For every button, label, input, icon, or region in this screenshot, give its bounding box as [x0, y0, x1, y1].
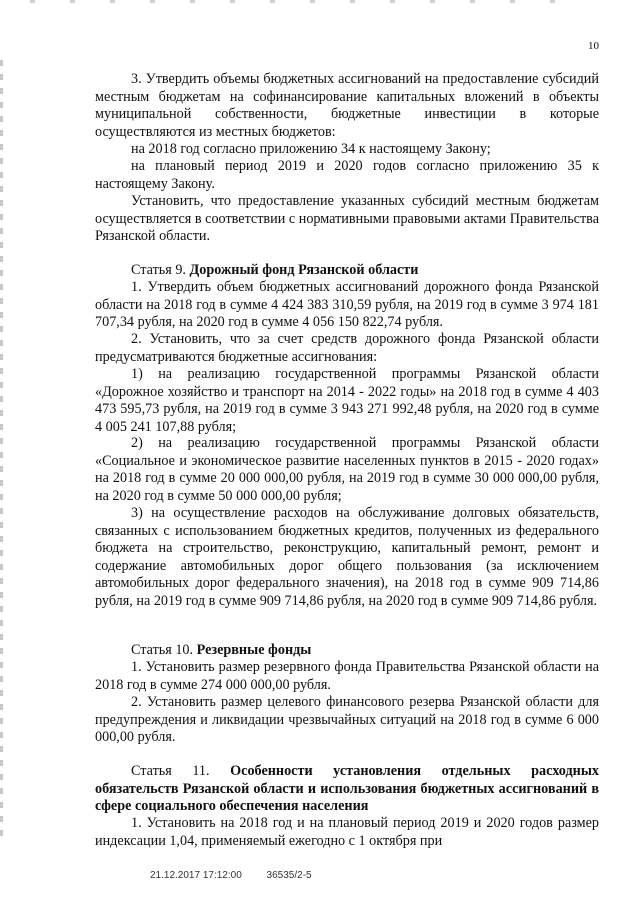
- scan-edge-top: [30, 0, 590, 3]
- article-9-subitem-2: 2) на реализацию государственной программы Рязанской области «Социальное и экономическое развитие населенных пунктов в 2015 - 2020 годах» на 2018 год в сумме 20 000 000,00 рубля, на 2019 год в сумме 30 000 000,00 рубля, на 2020 год в сумме 50 000 000,00 рубля;: [95, 435, 599, 504]
- article-11-prefix: Статья 11.: [131, 763, 231, 779]
- footer-timestamp: 21.12.2017 17:12:00: [150, 870, 242, 881]
- article-9-item-2: 2. Установить, что за счет средств дорожного фонда Рязанской области предусматриваются бюджетные ассигнования:: [95, 331, 599, 365]
- article-9-subitem-3: 3) на осуществление расходов на обслуживание долговых обязательств, связанных с использованием бюджетных кредитов, полученных из федерального бюджета на строительство, реконструкцию, капитальный ремонт, ремонт и содержание автомобильных дорог общего пользования (за исключением автомобильных дорог федерального значения), на 2018 год в сумме 909 714,86 рубля, на 2019 год в сумме 909 714,86 рубля, на 2020 год в сумме 909 714,86 рубля.: [95, 505, 599, 609]
- page-number: 10: [588, 40, 599, 52]
- article-10-title: Резервные фонды: [196, 642, 312, 658]
- article-9-heading: [95, 262, 599, 280]
- paragraph-subsidies: 3. Утвердить объемы бюджетных ассигнований на предоставление субсидий местным бюджетам на софинансирование капитальных вложений в объекты муниципальной собственности, бюджетные инвестиции в которые осуществляются из местных бюджетов:: [95, 71, 599, 140]
- article-9-item-1: 1. Утвердить объем бюджетных ассигнований дорожного фонда Рязанской области на 2018 год в сумме 4 424 383 310,59 рубля, на 2019 год в сумме 3 974 181 707,34 рубля, на 2020 год в сумме 4 056 150 822,74 рубля.: [95, 279, 599, 330]
- article-11-heading: [95, 763, 599, 816]
- article-9-subitem-1: 1) на реализацию государственной программы Рязанской области «Дорожное хозяйство и транспорт на 2014 - 2022 годы» на 2018 год в сумме 4 403 473 595,73 рубля, на 2019 год в сумме 3 943 271 992,48 рубля, на 2020 год в сумме 4 005 241 107,88 рубля;: [95, 366, 599, 435]
- article-10-prefix: Статья 10.: [131, 642, 197, 658]
- article-10-heading: [95, 642, 599, 660]
- footer-doc-code: 36535/2-5: [266, 870, 312, 881]
- article-9-prefix: Статья 9.: [131, 262, 190, 278]
- paragraph-appendix-35: на плановый период 2019 и 2020 годов согласно приложению 35 к настоящему Закону.: [95, 158, 599, 192]
- paragraph-subsidies-acts: Установить, что предоставление указанных субсидий местным бюджетам осуществляется в соответствии с нормативными правовыми актами Правительства Рязанской области.: [95, 193, 599, 244]
- scan-edge-left: [0, 60, 3, 840]
- article-10-item-1: 1. Установить размер резервного фонда Правительства Рязанской области на 2018 год в сумме 274 000 000,00 рубля.: [95, 659, 599, 693]
- paragraph-appendix-34: на 2018 год согласно приложению 34 к настоящему Закону;: [131, 141, 491, 157]
- article-11-title: Особенности установления отдельных расходных обязательств Рязанской области и использования бюджетных ассигнований в сфере социального обеспечения населения: [95, 763, 599, 814]
- document-footer: [150, 870, 334, 882]
- article-11-item-1: 1. Установить на 2018 год и на плановый период 2019 и 2020 годов размер индексации 1,04, применяемый ежегодно с 1 октября при: [95, 815, 599, 849]
- article-9-title: Дорожный фонд Рязанской области: [189, 262, 419, 278]
- article-10-item-2: 2. Установить размер целевого финансового резерва Рязанской области для предупреждения и ликвидации чрезвычайных ситуаций на 2018 год в сумме 6 000 000,00 рубля.: [95, 694, 599, 745]
